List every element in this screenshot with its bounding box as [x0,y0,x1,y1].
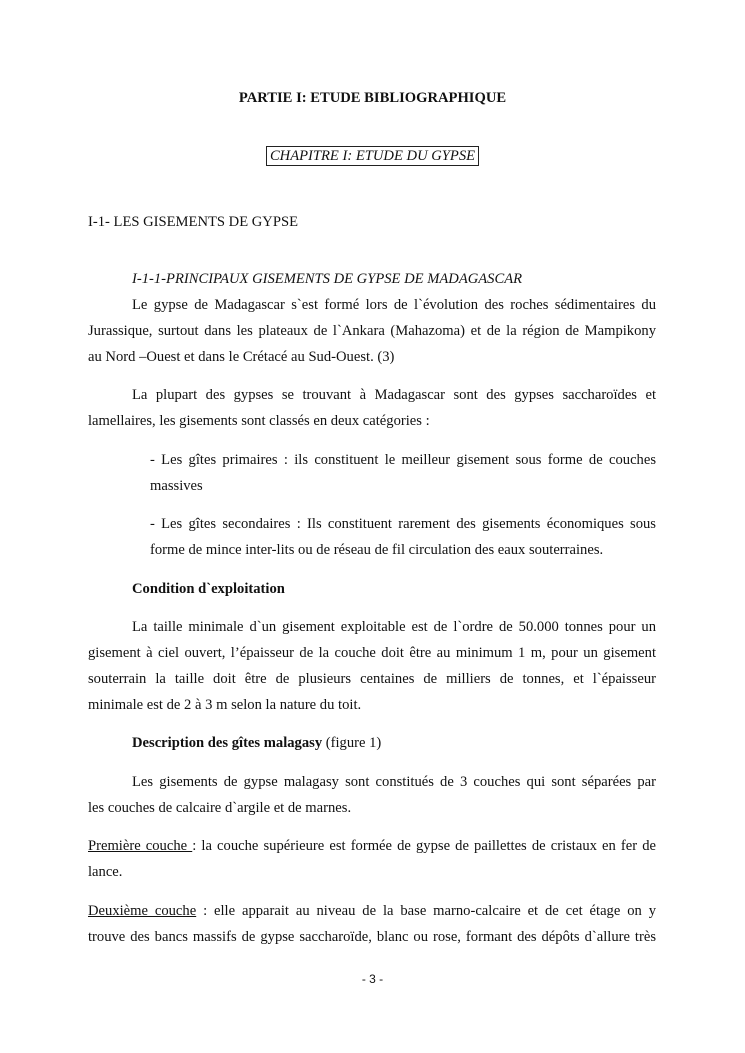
chapter-title-box: CHAPITRE I: ETUDE DU GYPSE [266,146,479,166]
couche1-line-1 [88,837,656,855]
para4-line-1: Les gisements de gypse malagasy sont constitués de 3 couches qui sont séparées par [132,774,656,790]
couche1-label: Première couche [88,838,193,854]
heading-condition: Condition d`exploitation [132,581,285,597]
para2-line-2: lamellaires, les gisements sont classés en deux catégories : [88,413,430,429]
para1-line-1: Le gypse de Madagascar s`est formé lors de l`évolution des roches sédimentaires du [132,297,656,313]
para1-line-3: au Nord –Ouest et dans le Crétacé au Sud-Ouest. (3) [88,349,395,365]
bullet1-line-1: - Les gîtes primaires : ils constituent le meilleur gisement sous forme de couches [150,452,656,468]
heading-description [132,734,381,752]
couche2-text-1: : elle apparait au niveau de la base marno-calcaire et de cet étage on y [196,903,656,919]
para2-line-1: La plupart des gypses se trouvant à Madagascar sont des gypses saccharoïdes et [132,387,656,403]
partie-title: PARTIE I: ETUDE BIBLIOGRAPHIQUE [238,90,507,106]
page-number: - 3 - [361,972,384,986]
couche2-line-1 [88,902,656,920]
para3-line-4: minimale est de 2 à 3 m selon la nature du toit. [88,697,362,713]
heading-description-ref: (figure 1) [322,735,382,751]
section-title: I-1- LES GISEMENTS DE GYPSE [88,214,298,230]
bullet1-line-2: massives [150,478,203,494]
subsection-title: I-1-1-PRINCIPAUX GISEMENTS DE GYPSE DE MADAGASCAR [132,271,523,287]
para3-line-3: souterrain la taille doit être de plusieurs centaines de milliers de tonnes, et l`épaisseur [88,671,656,687]
couche2-line-2: trouve des bancs massifs de gypse saccharoïde, blanc ou rose, formant des dépôts d`allure très [88,929,656,945]
couche2-label: Deuxième couche [88,903,197,919]
para3-line-1: La taille minimale d`un gisement exploitable est de l`ordre de 50.000 tonnes pour un [132,619,656,635]
chapter-title [0,147,745,165]
bullet2-line-1: - Les gîtes secondaires : Ils constituent rarement des gisements économiques sous [150,516,656,532]
heading-description-bold: Description des gîtes malagasy [132,735,323,751]
bullet2-line-2: forme de mince inter-lits ou de réseau de fil circulation des eaux souterraines. [150,542,604,558]
couche1-line-2: lance. [88,864,123,880]
para1-line-2: Jurassique, surtout dans les plateaux de l`Ankara (Mahazoma) et de la région de Mampikony [88,323,656,339]
para3-line-2: gisement à ciel ouvert, l’épaisseur de la couche doit être au minimum 1 m, pour un gisement [88,645,656,661]
para4-line-2: les couches de calcaire d`argile et de marnes. [88,800,352,816]
couche1-text-1: : la couche supérieure est formée de gypse de paillettes de cristaux en fer de [192,838,657,854]
